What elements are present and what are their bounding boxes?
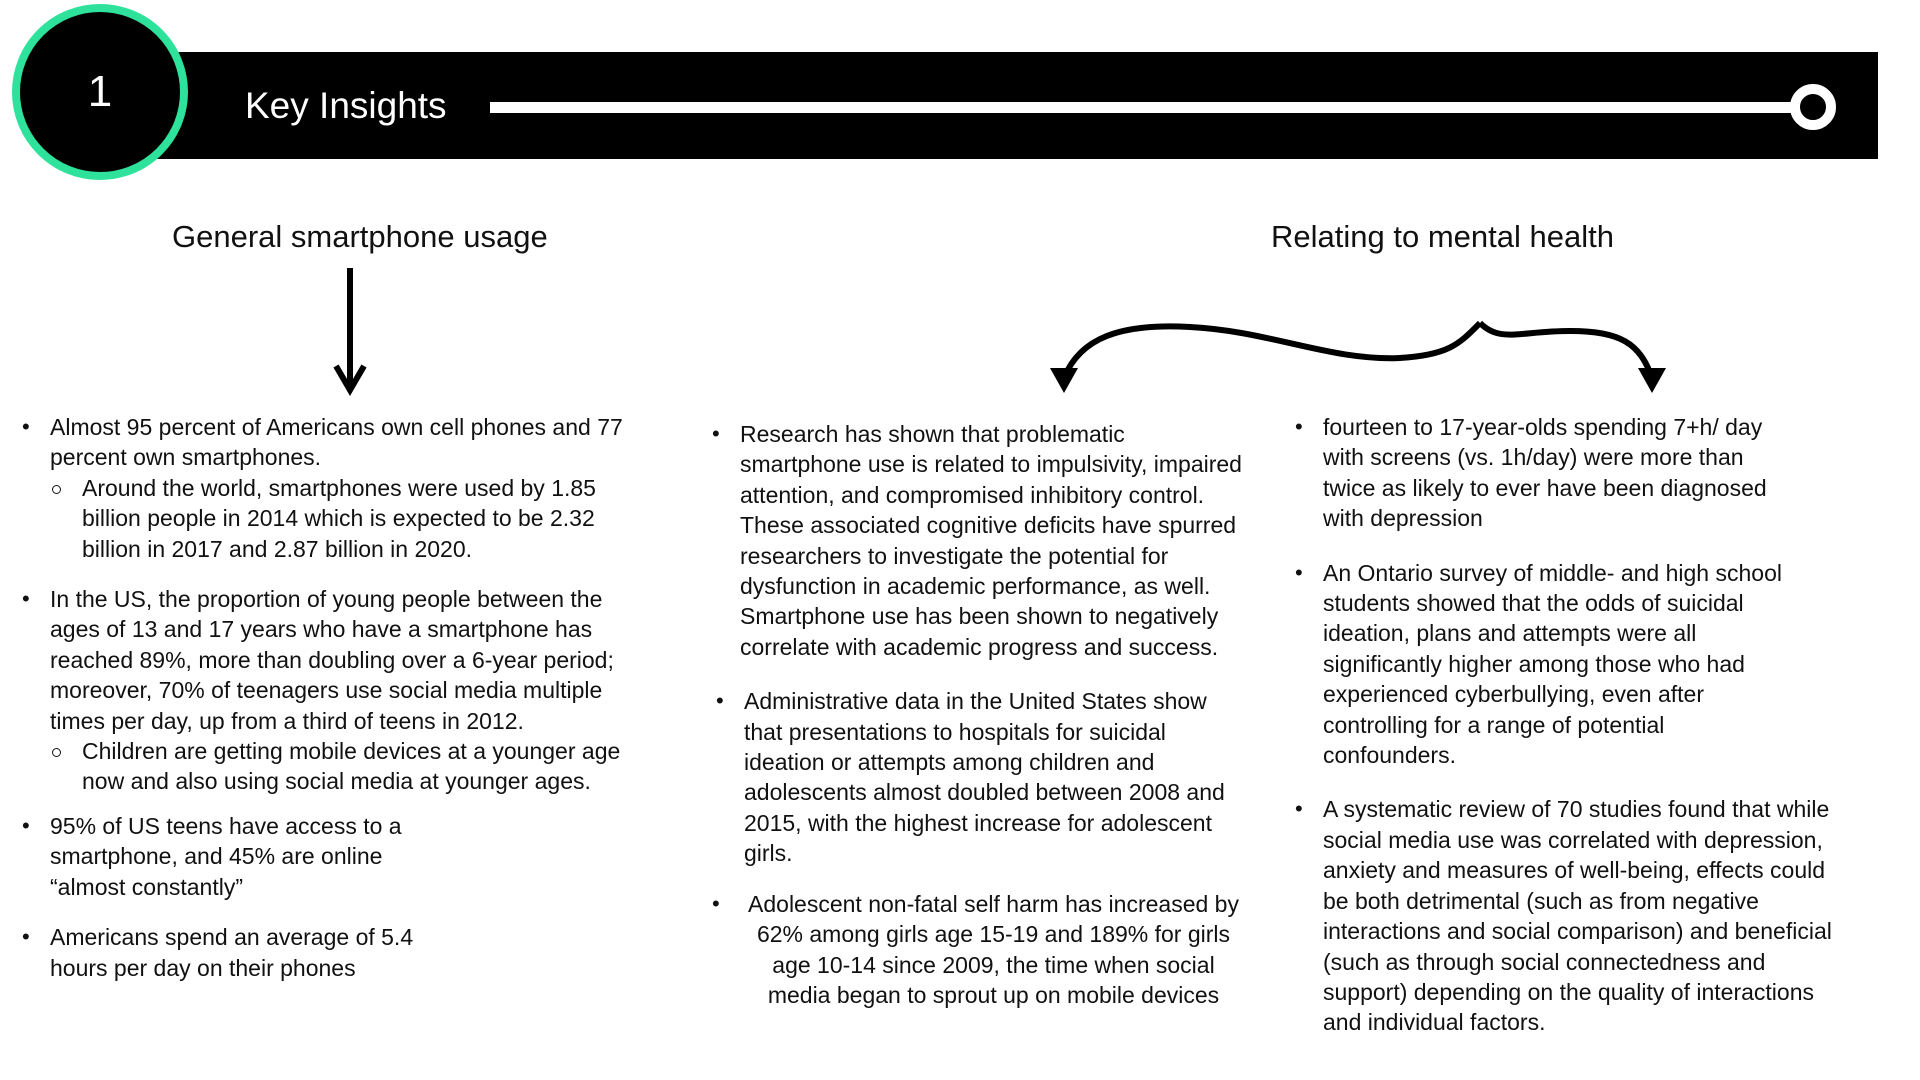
list-item [712, 889, 1247, 1011]
down-arrow-icon [330, 268, 370, 400]
sub-list-item [44, 736, 642, 797]
page-title: Key Insights [245, 85, 447, 126]
list-item [22, 922, 430, 983]
list-item-text: Research has shown that problematic smartphone use is related to impulsivity, impaired attention, and compromised inhibitory control. These associated cognitive deficits have spurred researchers to investigate the potential for dysfunction in academic performance, as well. Smartphone use has been shown to negatively correlate with academic progress and success. [740, 421, 1242, 660]
general-list [22, 412, 642, 1003]
list-item-text: Administrative data in the United States show that presentations to hospitals for suicidal ideation or attempts among children and adolescents almost doubled between 2008 and 2015, with the highest increase for adolescent girls. [744, 688, 1225, 867]
sub-list-item [44, 473, 642, 564]
step-number: 1 [87, 67, 113, 116]
header-end-circle-icon [1790, 84, 1836, 130]
list-item [22, 584, 642, 736]
sub-list-item-text: Around the world, smartphones were used by 1.85 billion people in 2014 which is expected to be 2.32 billion in 2017 and 2.87 billion in 2020. [82, 474, 596, 562]
mental-health-list-right [1295, 412, 1835, 1058]
list-item-text: A systematic review of 70 studies found that while social media use was correlated with depression, anxiety and measures of well-being, effects could be both detrimental (such as from negative interactions and social comparison) and beneficial (such as through social connectedness and support) depending on the quality of interactions and individual factors. [1323, 796, 1832, 1036]
header-progress-line [490, 102, 1795, 113]
list-item-text: Americans spend an average of 5.4 hours per day on their phones [50, 924, 414, 981]
section-title-mental-health: Relating to mental health [1271, 219, 1614, 254]
section-title-general: General smartphone usage [172, 219, 548, 254]
list-item [1295, 794, 1835, 1037]
list-item [22, 811, 430, 902]
list-item-text: Almost 95 percent of Americans own cell phones and 77 percent own smartphones. [50, 414, 623, 471]
mental-health-list-left [712, 419, 1247, 1030]
list-item-text: 95% of US teens have access to a smartphone, and 45% are online “almost constantly” [50, 812, 402, 900]
list-item [716, 686, 1247, 868]
list-item [1295, 558, 1793, 771]
list-item-text: Adolescent non-fatal self harm has increased by 62% among girls age 15-19 and 189% for girls age 10-14 since 2009, the time when social media began to sprout up on mobile devices [748, 890, 1239, 1008]
list-item-text: In the US, the proportion of young people between the ages of 13 and 17 years who have a smartphone has reached 89%, more than doubling over a 6-year period; moreover, 70% of teenagers use social media multiple times per day, up from a third of teens in 2012. [50, 586, 614, 734]
brace-arrows-icon [1040, 283, 1720, 403]
list-item [712, 419, 1247, 662]
step-badge [12, 4, 188, 180]
list-item-text: fourteen to 17-year-olds spending 7+h/ day with screens (vs. 1h/day) were more than twice as likely to ever have been diagnosed with depression [1323, 414, 1767, 532]
list-item [1295, 412, 1793, 534]
list-item-text: An Ontario survey of middle- and high school students showed that the odds of suicidal ideation, plans and attempts were all significantly higher among those who had experienced cyberbullying, even after controlling for a range of potential confounders. [1323, 559, 1782, 769]
list-item [22, 412, 642, 473]
sub-list-item-text: Children are getting mobile devices at a younger age now and also using social media at younger ages. [82, 738, 621, 795]
